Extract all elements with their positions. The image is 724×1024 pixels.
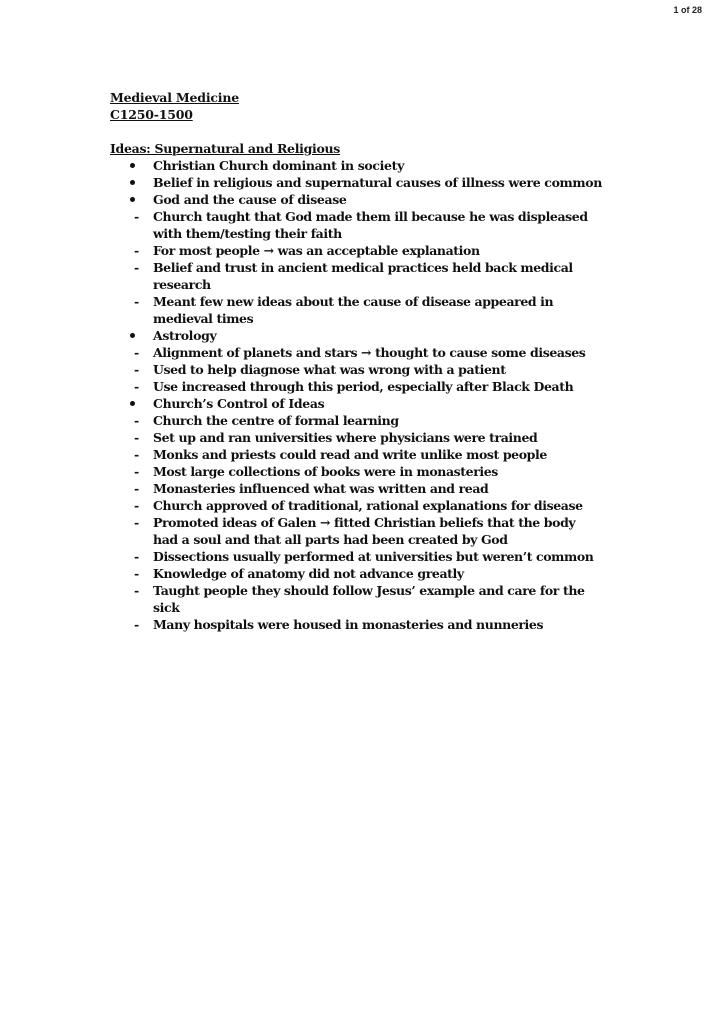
- dash-marker-icon: -: [134, 379, 139, 394]
- dash-marker-icon: -: [134, 464, 139, 479]
- page-number-indicator: 1 of 28: [673, 5, 702, 15]
- bullet-text: Church’s Control of Ideas: [153, 396, 325, 411]
- bullet-text: Christian Church dominant in society: [153, 158, 404, 173]
- section-heading: Ideas: Supernatural and Religious: [110, 141, 341, 156]
- bullet-list: [110, 157, 630, 633]
- sub-item: [130, 412, 598, 429]
- sub-item: [130, 242, 598, 259]
- document-title: Medieval Medicine: [110, 90, 239, 105]
- dash-marker-icon: -: [134, 447, 139, 462]
- sub-item-list: [130, 412, 630, 633]
- dash-marker-icon: -: [134, 583, 139, 598]
- sub-item: [130, 344, 598, 361]
- sub-item-text: Monasteries influenced what was written and read: [153, 481, 489, 496]
- dash-marker-icon: -: [134, 481, 139, 496]
- sub-item: [130, 548, 598, 565]
- sub-item-text: Church approved of traditional, rational explanations for disease: [153, 498, 583, 513]
- sub-item: [130, 565, 598, 582]
- sub-item: [130, 463, 598, 480]
- dash-marker-icon: -: [134, 430, 139, 445]
- dash-marker-icon: -: [134, 345, 139, 360]
- sub-item-text: Many hospitals were housed in monasteries and nunneries: [153, 617, 544, 632]
- sub-item-text: Meant few new ideas about the cause of disease appeared in medieval times: [153, 294, 554, 326]
- sub-item: [130, 514, 598, 548]
- bullet-dot-icon: [130, 197, 135, 202]
- sub-item-text: For most people → was an acceptable explanation: [153, 243, 480, 258]
- dash-marker-icon: -: [134, 515, 139, 530]
- sub-item: [130, 480, 598, 497]
- dash-marker-icon: -: [134, 209, 139, 224]
- sub-item: [130, 616, 598, 633]
- bullet-item: [110, 327, 630, 395]
- sub-item-text: Used to help diagnose what was wrong with a patient: [153, 362, 506, 377]
- bullet-text: Belief in religious and supernatural causes of illness were common: [153, 175, 603, 190]
- sub-item-text: Belief and trust in ancient medical practices held back medical research: [153, 260, 573, 292]
- sub-item: [130, 429, 598, 446]
- document-body: [110, 89, 630, 633]
- dash-marker-icon: -: [134, 243, 139, 258]
- sub-item-text: Church taught that God made them ill because he was displeased with them/testing their faith: [153, 209, 588, 241]
- dash-marker-icon: -: [134, 294, 139, 309]
- sub-item-text: Taught people they should follow Jesus’ example and care for the sick: [153, 583, 585, 615]
- sub-item: [130, 582, 598, 616]
- bullet-dot-icon: [130, 333, 135, 338]
- sub-item-text: Set up and ran universities where physicians were trained: [153, 430, 538, 445]
- sub-item-text: Church the centre of formal learning: [153, 413, 399, 428]
- sub-item: [130, 497, 598, 514]
- bullet-item: [110, 174, 630, 191]
- sub-item-text: Most large collections of books were in monasteries: [153, 464, 498, 479]
- dash-marker-icon: -: [134, 498, 139, 513]
- sub-item-list: [130, 344, 630, 395]
- dash-marker-icon: -: [134, 260, 139, 275]
- dash-marker-icon: -: [134, 566, 139, 581]
- document-subtitle: C1250-1500: [110, 107, 193, 122]
- dash-marker-icon: -: [134, 413, 139, 428]
- dash-marker-icon: -: [134, 617, 139, 632]
- bullet-text: Astrology: [153, 328, 217, 343]
- bullet-item: [110, 157, 630, 174]
- sub-item: [130, 446, 598, 463]
- dash-marker-icon: -: [134, 362, 139, 377]
- sub-item-text: Alignment of planets and stars → thought to cause some diseases: [153, 345, 586, 360]
- sub-item-list: [130, 208, 630, 327]
- bullet-dot-icon: [130, 401, 135, 406]
- sub-item: [130, 208, 598, 242]
- sub-item-text: Use increased through this period, especially after Black Death: [153, 379, 574, 394]
- bullet-dot-icon: [130, 163, 135, 168]
- bullet-item: [110, 395, 630, 633]
- bullet-dot-icon: [130, 180, 135, 185]
- sub-item: [130, 361, 598, 378]
- sub-item-text: Dissections usually performed at universities but weren’t common: [153, 549, 594, 564]
- sub-item-text: Promoted ideas of Galen → fitted Christian beliefs that the body had a soul and that all parts had been created by God: [153, 515, 576, 547]
- sub-item-text: Knowledge of anatomy did not advance greatly: [153, 566, 464, 581]
- bullet-text: God and the cause of disease: [153, 192, 347, 207]
- dash-marker-icon: -: [134, 549, 139, 564]
- sub-item: [130, 259, 598, 293]
- sub-item: [130, 378, 598, 395]
- sub-item-text: Monks and priests could read and write unlike most people: [153, 447, 547, 462]
- bullet-item: [110, 191, 630, 327]
- sub-item: [130, 293, 598, 327]
